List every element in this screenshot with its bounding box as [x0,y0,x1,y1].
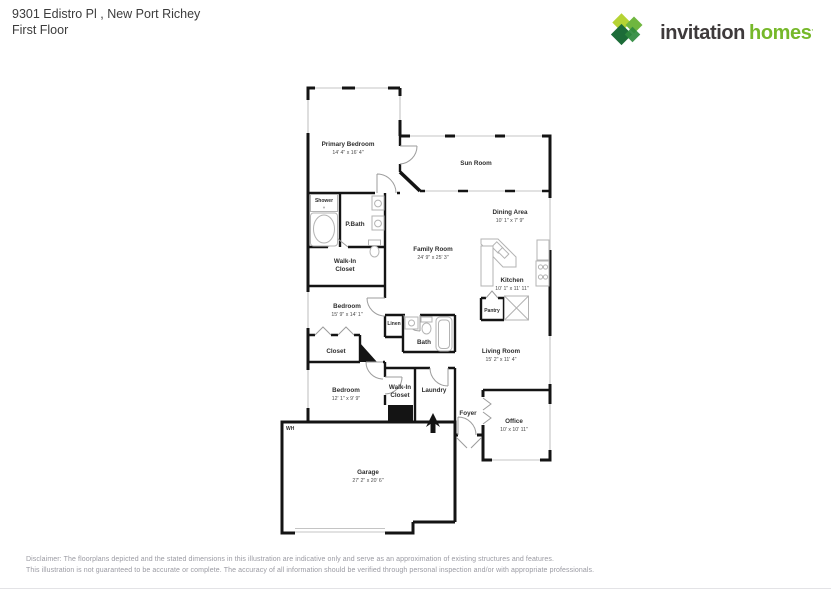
bathtub-fixture [311,213,338,246]
logo-trademark: ' [811,28,813,37]
room-label-bedroom-2: Bedroom [332,387,360,394]
room-label-walkin-closet-1: Walk-In [333,258,357,265]
room-label-garage: Garage [357,469,379,476]
vanity-sinks-fixture [372,196,384,230]
room-label-foyer: Foyer [459,410,477,417]
angled-wall [400,172,420,191]
floor-label: First Floor [12,23,69,37]
room-label-office: Office [505,418,523,425]
floor-plan [270,80,565,545]
logo-word-homes: homes [749,21,812,44]
room-dims-office: 10' x 10' 11" [500,427,528,433]
room-label-bedroom-1: Bedroom [333,303,361,310]
room-dims-bedroom-2: 12' 1" x 9' 9" [331,396,361,402]
room-label-walkin-closet-2: Walk-In [388,384,412,391]
room-dims-primary-bedroom: 14' 4" x 16' 4" [332,150,364,156]
room-label-wh: WH [286,426,295,432]
north-arrow-icon [426,413,440,433]
room-label-dining-area: Dining Area [492,209,528,216]
room-dims-living-room: 15' 2" x 11' 4" [485,357,517,363]
disclaimer-line-2: This illustration is not guaranteed to be accurate or complete. The accuracy of all information should be verified through personal inspection and/or with appropriate professionals. [26,566,595,574]
room-label-kitchen: Kitchen [500,277,524,284]
kitchen-island-fixture [505,296,529,320]
room-label-walkin-closet-2-line2: Closet [390,392,410,399]
toilet-primary-fixture [369,240,381,257]
disclaimer [26,555,594,576]
room-label-pbath: P.Bath [345,221,365,228]
room-label-pantry: Pantry [484,308,500,314]
disclaimer-line-1: Disclaimer: The floorplans depicted and the stated dimensions in this illustration are indicative only and serve as an approximation of existing structures and features. [26,556,555,563]
room-label-family-room: Family Room [413,246,453,253]
room-dims-bedroom-1: 15' 9" x 14' 1" [331,312,363,318]
room-dims-family-room: 24' 9" x 25' 3" [417,255,449,261]
room-dims-kitchen: 10' 1" x 11' 11" [495,286,529,292]
logo-word-invitation: invitation [660,21,745,44]
room-dims-garage: 27' 2" x 20' 6" [352,478,384,484]
room-label-closet: Closet [326,348,346,355]
page-header [12,6,200,38]
room-dims-dining-area: 10' 1" x 7' 9" [495,218,525,224]
room-label-sun-room: Sun Room [460,160,492,167]
room-label-laundry: Laundry [421,387,447,394]
room-label-primary-bedroom: Primary Bedroom [321,141,375,148]
room-label-shower: Shower [314,198,334,204]
room-label-living-room: Living Room [481,348,521,355]
room-label-walkin-closet-1-line2: Closet [335,266,355,273]
address-line: 9301 Edistro Pl , New Port Richey [12,7,201,21]
wall-masses [360,343,413,422]
stove-fixture [536,240,549,286]
logo-diamonds-icon [607,13,653,53]
room-label-bath: Bath [417,339,431,346]
invitation-homes-logo [607,13,813,53]
room-label-linen: Linen [387,321,401,327]
